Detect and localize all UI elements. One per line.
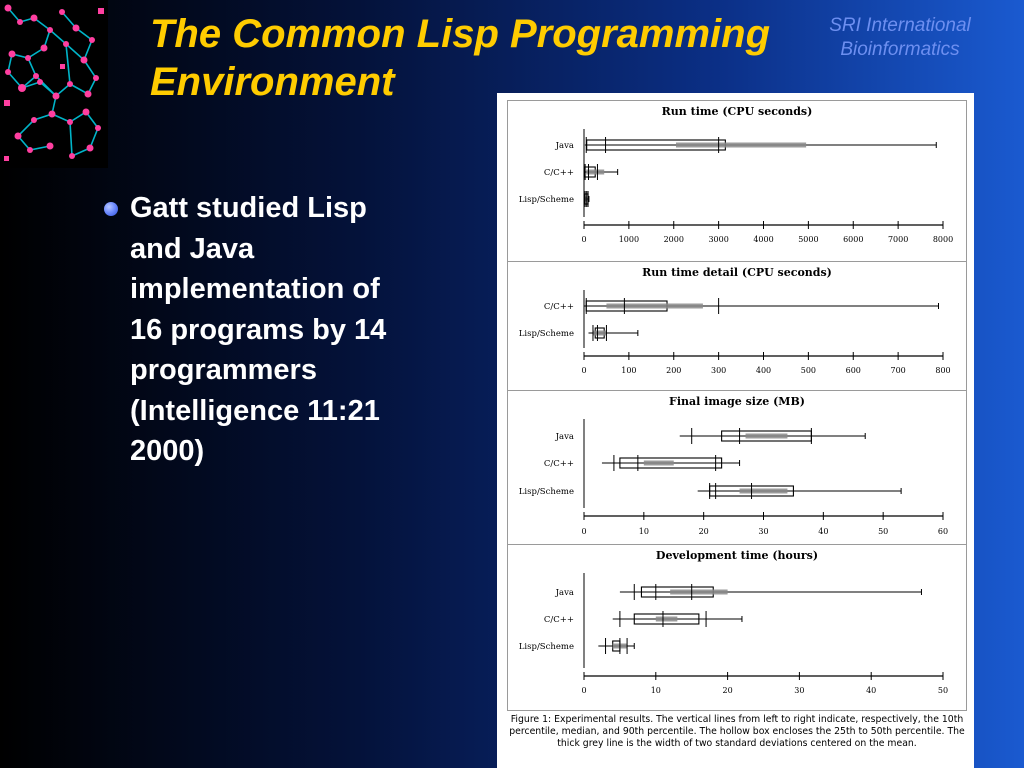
x-tick-label: 7000 <box>887 235 909 244</box>
x-tick-label: 600 <box>845 366 861 375</box>
x-tick-label: 5000 <box>798 235 819 244</box>
category-label: Lisp/Scheme <box>518 487 574 497</box>
org-line-2: Bioinformatics <box>840 39 960 60</box>
category-label: Lisp/Scheme <box>518 329 574 339</box>
x-tick-label: 800 <box>935 366 951 375</box>
x-tick-label: 50 <box>878 527 889 536</box>
category-label: Java <box>555 588 574 598</box>
x-tick-label: 300 <box>710 366 727 375</box>
x-tick-label: 20 <box>722 686 733 695</box>
bullet-text: Gatt studied Lisp and Java implementation of 16 programs by 14 programmers (Intelligence 11:21 2000) <box>130 192 387 467</box>
x-tick-label: 4000 <box>753 235 774 244</box>
chart-title: Run time detail (CPU seconds) <box>642 266 832 279</box>
chart-panel-dev-time <box>507 544 967 711</box>
chart-dev-time <box>508 545 966 710</box>
chart-panel-run-time-detail <box>507 261 967 391</box>
x-tick-label: 10 <box>650 686 661 695</box>
org-line-1: SRI International <box>829 15 971 36</box>
x-tick-label: 0 <box>581 527 587 536</box>
x-tick-label: 50 <box>937 686 949 695</box>
chart-panel-run-time <box>507 100 967 262</box>
organization-label <box>790 14 1010 62</box>
x-tick-label: 20 <box>698 527 709 536</box>
x-tick-label: 400 <box>755 366 772 375</box>
x-tick-label: 30 <box>794 686 805 695</box>
mean-sd-bar <box>676 143 806 148</box>
x-tick-label: 100 <box>621 366 637 375</box>
x-tick-label: 0 <box>581 235 587 244</box>
mean-sd-bar <box>740 489 788 494</box>
chart-panel-image-size <box>507 390 967 545</box>
x-tick-label: 30 <box>758 527 769 536</box>
category-label: Java <box>555 141 574 151</box>
x-tick-label: 0 <box>581 686 587 695</box>
figure-caption: Figure 1: Experimental results. The vertical lines from left to right indicate, respectively, the 10th percentile, median, and 90th percentile. The hollow box encloses the 25th to 50th percentile. The thick grey line is the width of two standard deviations centered on the mean. <box>509 714 965 749</box>
mean-sd-bar <box>606 304 702 309</box>
x-tick-label: 40 <box>866 686 877 695</box>
category-label: Lisp/Scheme <box>518 195 574 205</box>
mean-sd-bar <box>644 461 674 466</box>
results-figure <box>497 93 974 768</box>
chart-title: Final image size (MB) <box>669 395 805 408</box>
mean-sd-bar <box>746 434 788 439</box>
x-tick-label: 3000 <box>708 235 729 244</box>
category-label: Java <box>555 432 574 442</box>
chart-run-time-detail <box>508 262 966 390</box>
category-label: C/C++ <box>543 302 574 312</box>
x-tick-label: 40 <box>818 527 829 536</box>
x-tick-label: 200 <box>666 366 682 375</box>
x-tick-label: 2000 <box>663 235 684 244</box>
x-tick-label: 8000 <box>932 235 954 244</box>
x-tick-label: 500 <box>800 366 817 375</box>
x-tick-label: 1000 <box>618 235 640 244</box>
chart-title: Development time (hours) <box>655 549 819 562</box>
mean-sd-bar <box>656 617 678 622</box>
category-label: C/C++ <box>543 615 574 625</box>
category-label: Lisp/Scheme <box>518 642 574 652</box>
x-tick-label: 6000 <box>843 235 864 244</box>
bullet-dot-icon <box>104 202 118 216</box>
x-tick-label: 60 <box>937 527 949 536</box>
chart-title: Run time (CPU seconds) <box>661 105 813 118</box>
x-tick-label: 10 <box>638 527 649 536</box>
network-diagram-icon <box>0 0 108 168</box>
category-label: C/C++ <box>543 168 574 178</box>
chart-image-size <box>508 391 966 544</box>
chart-run-time <box>508 101 966 261</box>
mean-sd-bar <box>593 331 606 336</box>
slide-title: The Common Lisp Programming Environment <box>150 12 771 104</box>
x-tick-label: 700 <box>890 366 906 375</box>
x-tick-label: 0 <box>581 366 587 375</box>
category-label: C/C++ <box>543 459 574 469</box>
mean-sd-bar <box>670 590 727 595</box>
